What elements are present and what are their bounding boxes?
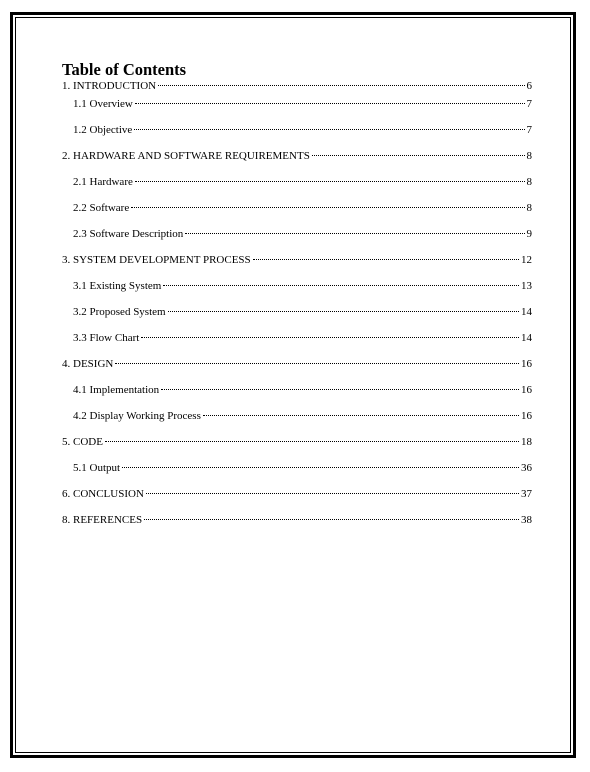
toc-entry-page-number: 8 <box>526 150 532 162</box>
toc-entry-page-number: 14 <box>521 332 532 344</box>
toc-entry-page-number: 37 <box>521 488 532 500</box>
toc-entry[interactable] <box>62 306 532 332</box>
toc-entry-page-number: 7 <box>526 124 532 136</box>
toc-entry-label: 1. INTRODUCTION <box>62 80 157 92</box>
toc-entry-label: 3. SYSTEM DEVELOPMENT PROCESS <box>62 254 251 266</box>
table-of-contents <box>62 60 532 540</box>
toc-entry-page-number: 7 <box>526 98 532 110</box>
toc-dot-leader <box>146 493 519 494</box>
toc-entry[interactable] <box>62 150 532 176</box>
toc-entry-page-number: 36 <box>521 462 532 474</box>
toc-dot-leader <box>158 85 524 86</box>
toc-entry-page-number: 13 <box>521 280 532 292</box>
toc-dot-leader <box>185 233 524 234</box>
toc-entry-page-number: 16 <box>521 358 532 370</box>
toc-entry-page-number: 8 <box>526 176 532 188</box>
toc-dot-leader <box>163 285 519 286</box>
toc-list <box>62 80 532 540</box>
toc-entry-page-number: 18 <box>521 436 532 448</box>
toc-entry[interactable] <box>62 98 532 124</box>
toc-dot-leader <box>135 181 525 182</box>
toc-dot-leader <box>203 415 519 416</box>
toc-entry-label: 4.1 Implementation <box>73 384 160 396</box>
toc-entry-page-number: 12 <box>521 254 532 266</box>
toc-dot-leader <box>253 259 519 260</box>
toc-entry[interactable] <box>62 254 532 280</box>
toc-entry-page-number: 9 <box>526 228 532 240</box>
toc-entry-page-number: 16 <box>521 384 532 396</box>
toc-dot-leader <box>131 207 524 208</box>
toc-entry-page-number: 6 <box>526 80 532 92</box>
toc-dot-leader <box>115 363 519 364</box>
toc-entry-label: 8. REFERENCES <box>62 514 143 526</box>
toc-entry-label: 3.3 Flow Chart <box>73 332 140 344</box>
toc-entry-label: 3.2 Proposed System <box>73 306 166 318</box>
toc-dot-leader <box>134 129 524 130</box>
toc-entry-label: 4.2 Display Working Process <box>73 410 201 422</box>
toc-entry-label: 1.2 Objective <box>73 124 133 136</box>
toc-entry-label: 2.2 Software <box>73 202 130 214</box>
toc-entry-label: 1.1 Overview <box>73 98 133 110</box>
toc-entry[interactable] <box>62 384 532 410</box>
toc-dot-leader <box>144 519 519 520</box>
toc-dot-leader <box>312 155 525 156</box>
toc-dot-leader <box>105 441 519 442</box>
toc-entry[interactable] <box>62 124 532 150</box>
toc-entry[interactable] <box>62 280 532 306</box>
toc-entry[interactable] <box>62 410 532 436</box>
toc-entry-page-number: 16 <box>521 410 532 422</box>
toc-entry-label: 2.3 Software Description <box>73 228 184 240</box>
toc-entry-label: 5.1 Output <box>73 462 121 474</box>
toc-entry[interactable] <box>62 176 532 202</box>
toc-entry-label: 5. CODE <box>62 436 103 448</box>
toc-entry[interactable] <box>62 436 532 462</box>
toc-dot-leader <box>141 337 519 338</box>
toc-dot-leader <box>161 389 519 390</box>
toc-entry[interactable] <box>62 228 532 254</box>
toc-entry-label: 4. DESIGN <box>62 358 114 370</box>
toc-entry-page-number: 14 <box>521 306 532 318</box>
toc-dot-leader <box>168 311 519 312</box>
toc-entry[interactable] <box>62 358 532 384</box>
toc-dot-leader <box>122 467 519 468</box>
toc-entry-label: 2. HARDWARE AND SOFTWARE REQUIREMENTS <box>62 150 310 162</box>
toc-entry[interactable] <box>62 332 532 358</box>
toc-entry-label: 2.1 Hardware <box>73 176 133 188</box>
toc-entry[interactable] <box>62 202 532 228</box>
toc-entry-page-number: 8 <box>526 202 532 214</box>
toc-entry-page-number: 38 <box>521 514 532 526</box>
toc-title: Table of Contents <box>62 60 187 79</box>
toc-entry[interactable] <box>62 514 532 540</box>
toc-entry-label: 6. CONCLUSION <box>62 488 144 500</box>
toc-entry[interactable] <box>62 462 532 488</box>
toc-entry[interactable] <box>62 80 532 98</box>
toc-entry-label: 3.1 Existing System <box>73 280 162 292</box>
toc-dot-leader <box>135 103 525 104</box>
toc-entry[interactable] <box>62 488 532 514</box>
